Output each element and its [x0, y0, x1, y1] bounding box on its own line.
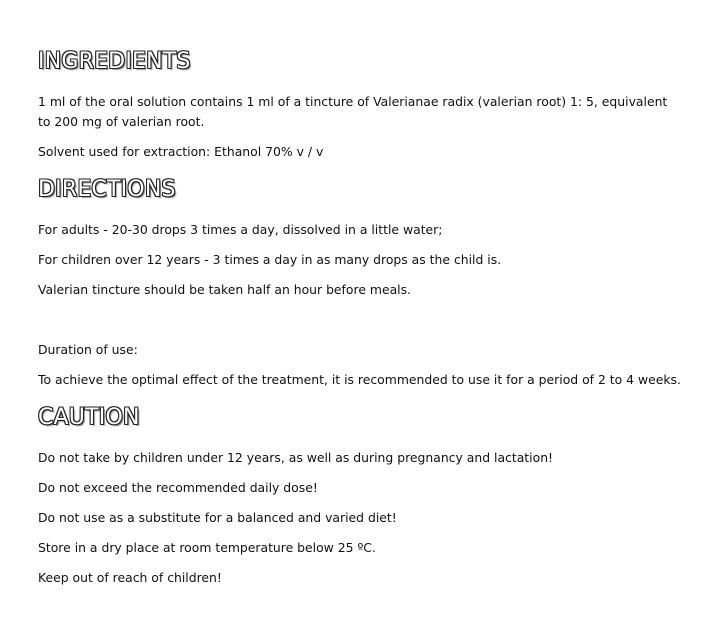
composition-text: 1 ml of the oral solution contains 1 ml of a tincture of Valerianae radix (valerian root) 1: 5, equivalent to 200 mg of valerian root. [38, 94, 668, 129]
duration-label: Duration of use: [38, 342, 138, 357]
caution-item: Do not take by children under 12 years, as well as during pregnancy and lactation! [38, 450, 554, 465]
timing-text: Valerian tincture should be taken half an hour before meals. [38, 282, 412, 297]
adults-dosage-text: For adults - 20-30 drops 3 times a day, dissolved in a little water; [38, 222, 443, 237]
caution-item: Keep out of reach of children! [38, 570, 222, 585]
caution-item: Do not use as a substitute for a balanced and varied diet! [38, 510, 397, 525]
duration-text: To achieve the optimal effect of the treatment, it is recommended to use it for a period of 2 to 4 weeks. [38, 372, 681, 387]
children-dosage-text: For children over 12 years - 3 times a day in as many drops as the child is. [38, 252, 502, 267]
caution-item: Do not exceed the recommended daily dose! [38, 480, 318, 495]
caution-heading: CAUTION [38, 405, 140, 430]
ingredients-heading: INGREDIENTS [38, 49, 191, 74]
directions-heading: DIRECTIONS [38, 177, 176, 202]
solvent-text: Solvent used for extraction: Ethanol 70% v / v [38, 144, 324, 159]
caution-item: Store in a dry place at room temperature below 25 ºC. [38, 540, 376, 555]
